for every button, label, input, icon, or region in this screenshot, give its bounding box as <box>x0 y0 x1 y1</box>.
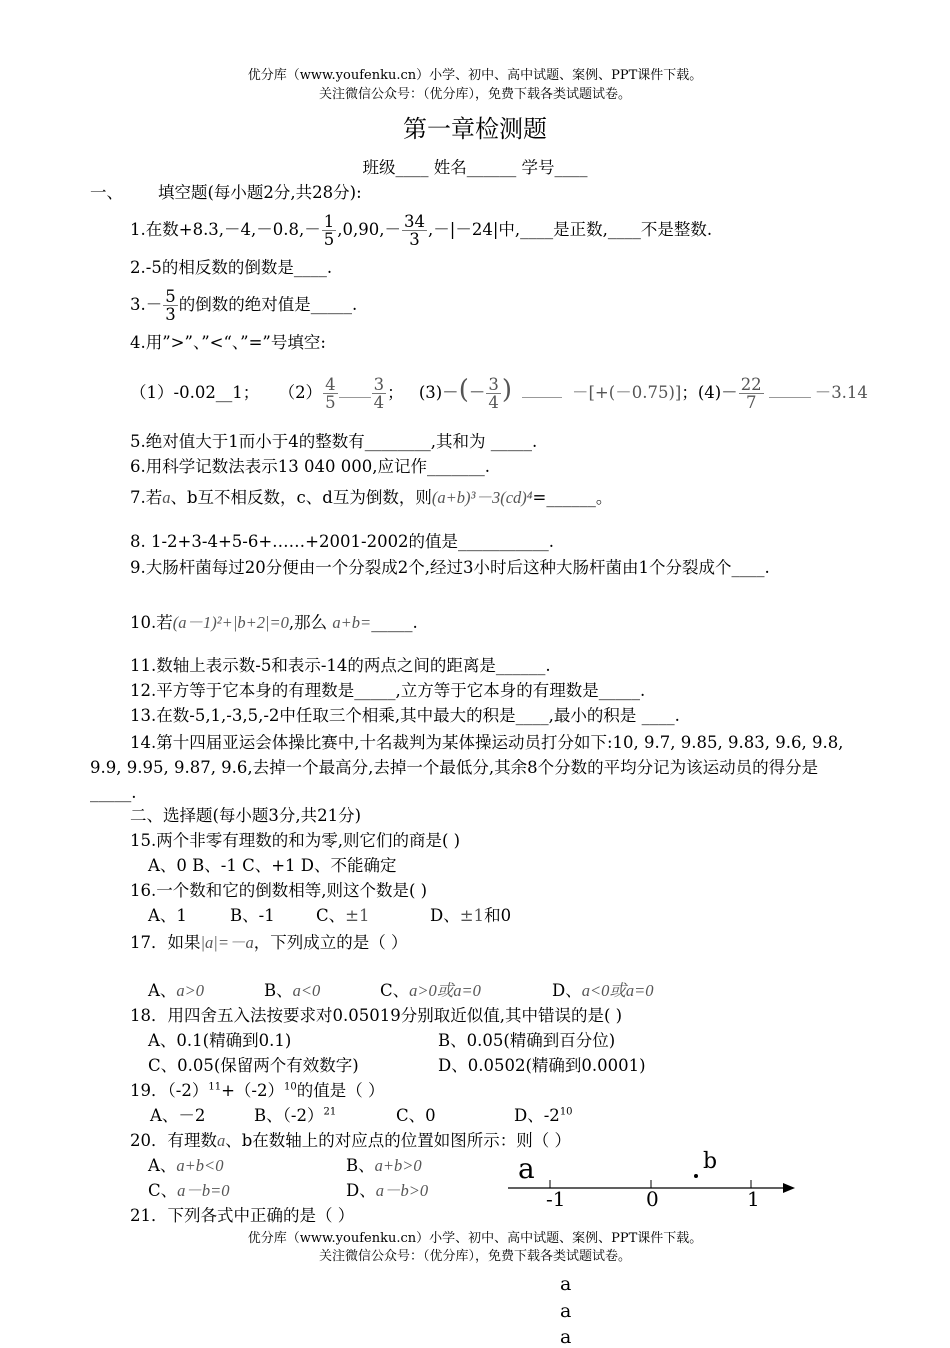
question-4-parts <box>130 368 868 415</box>
question-15-options: A、0 B、-1 C、+1 D、不能确定 <box>148 856 397 875</box>
q3-fraction: $\frac{5}{3}$ <box>165 287 176 324</box>
label-a: a <box>518 1152 535 1185</box>
page-title: 第一章检测题 <box>403 115 547 143</box>
question-21: 21．下列各式中正确的是（ ） <box>130 1206 355 1225</box>
tick-label-1: 1 <box>747 1187 760 1211</box>
header-line-1: 优分库（www.youfenku.cn）小学、初中、高中试题、案例、PPT课件下载。 <box>247 68 703 83</box>
question-3: 3.－ $\frac{5}{3}$ 的倒数的绝对值是_____. <box>130 287 358 324</box>
question-11: 11.数轴上表示数-5和表示-14的两点之间的距离是______. <box>130 656 551 675</box>
question-4: 4.用”>”、”<“、”=”号填空: <box>130 333 326 352</box>
question-14: 14.第十四届亚运会体操比赛中,十名裁判为某体操运动员打分如下:10, 9.7, 9.85, 9.83, 9.6, 9.8, 9.9, 9.95, 9.87, 9.6,去掉一个最高分,去掉一个最低分,其余8个分数的平均分记为该运动员的得分是_____. <box>90 733 844 802</box>
question-5: 5.绝对值大于1而小于4的整数有________,其和为 _____. <box>130 432 538 451</box>
question-19: 19．$(-2)^{11}+(-2)^{10}$的值是（ ） <box>130 1081 385 1100</box>
section1-number: 一、 <box>90 183 123 202</box>
q4-part-1: （1）-0.02__1； <box>130 383 260 402</box>
q18-option-c: C、0.05(保留两个有效数字) <box>148 1056 359 1075</box>
number-line-arrow <box>783 1183 795 1193</box>
point-b <box>694 1174 698 1178</box>
stray-letter-2: a <box>560 1300 572 1322</box>
question-20: 20．有理数a、b在数轴上的对应点的位置如图所示：则（ ） <box>130 1131 572 1150</box>
header-line-2: 关注微信公众号：（优分库），免费下载各类试题试卷。 <box>318 87 631 102</box>
q18-option-b: B、0.05(精确到百分位) <box>438 1031 616 1050</box>
tick-label-0: 0 <box>646 1187 659 1211</box>
question-16: 16.一个数和它的倒数相等,则这个数是( ) <box>130 881 428 900</box>
question-8: 8. 1-2+3-4+5-6+……+2001-2002的值是___________. <box>130 532 555 551</box>
footer-line-1: 优分库（www.youfenku.cn）小学、初中、高中试题、案例、PPT课件下载。 <box>247 1231 703 1246</box>
q1-mid: ,0,90,－ <box>337 220 402 239</box>
student-info: 班级____ 姓名______ 学号____ <box>362 158 588 177</box>
q1-fraction-2: $\frac{34}{3}$ <box>404 212 426 249</box>
q1-abs: ,－|－24| <box>428 220 499 239</box>
q18-option-d: D、0.0502(精确到0.0001) <box>438 1056 646 1075</box>
section2-heading: 二、选择题(每小题3分,共21分) <box>130 806 362 825</box>
label-b: b <box>703 1149 718 1174</box>
footer-line-2: 关注微信公众号：（优分库），免费下载各类试题试卷。 <box>318 1249 631 1264</box>
question-15: 15.两个非零有理数的和为零,则它们的商是( ) <box>130 831 461 850</box>
q1-fraction-1: $\frac{1}{5}$ <box>323 212 335 249</box>
stray-letter-3: a <box>560 1326 572 1348</box>
question-13: 13.在数-5,1,-3,5,-2中任取三个相乘,其中最大的积是____,最小的积是 ____. <box>130 706 680 725</box>
question-10: 10.若(a－1)²+|b+2|=0,那么 a+b=_____. <box>130 613 418 632</box>
question-16-options: A、1 B、-1 C、±1 D、±1和0 <box>148 906 512 925</box>
q17-expression: |a|=－a <box>200 933 254 952</box>
question-12: 12.平方等于它本身的有理数是_____,立方等于它本身的有理数是_____. <box>130 681 646 700</box>
question-1 <box>130 207 712 252</box>
q4-part-4: ；(4)－ $\frac{22}{7}$ －3.14 <box>681 375 868 412</box>
tick-label-neg1: -1 <box>546 1187 566 1211</box>
question-17: 17．如果|a|=－a，下列成立的是（ ） <box>130 933 408 952</box>
stray-letter-1: a <box>560 1273 572 1295</box>
q18-option-a: A、0.1(精确到0.1) <box>148 1031 292 1050</box>
q4-part-3: (3)－(－ $\frac{3}{4}$ ) －[+(－0.75)] <box>418 375 682 412</box>
question-6: 6.用科学记数法表示13 040 000,应记作_______. <box>130 457 490 476</box>
q7-expression: (a+b)³－3(cd)⁴ <box>431 488 533 507</box>
number-line-figure <box>500 1145 810 1215</box>
question-7: 7.若a、b互不相反数，c、d互为倒数，则(a+b)³－3(cd)⁴=______。 <box>130 488 613 507</box>
question-2: 2.-5的相反数的倒数是____. <box>130 258 333 277</box>
section1-heading: 填空题(每小题2分,共28分): <box>158 183 362 202</box>
q1-prefix: 1.在数+8.3,－4,－0.8,－ <box>130 220 321 239</box>
q4-part-2: （2） $\frac{4}{5}$ $\frac{3}{4}$ ； <box>278 375 404 412</box>
q10-expression: (a－1)²+|b+2|=0 <box>172 613 289 632</box>
q1-suffix: 中,____是正数,____不是整数. <box>498 220 713 239</box>
question-18: 18．用四舍五入法按要求对0.05019分别取近似值,其中错误的是( ) <box>130 1006 623 1025</box>
question-9: 9.大肠杆菌每过20分便由一个分裂成2个,经过3小时后这种大肠杆菌由1个分裂成个____. <box>130 558 770 577</box>
